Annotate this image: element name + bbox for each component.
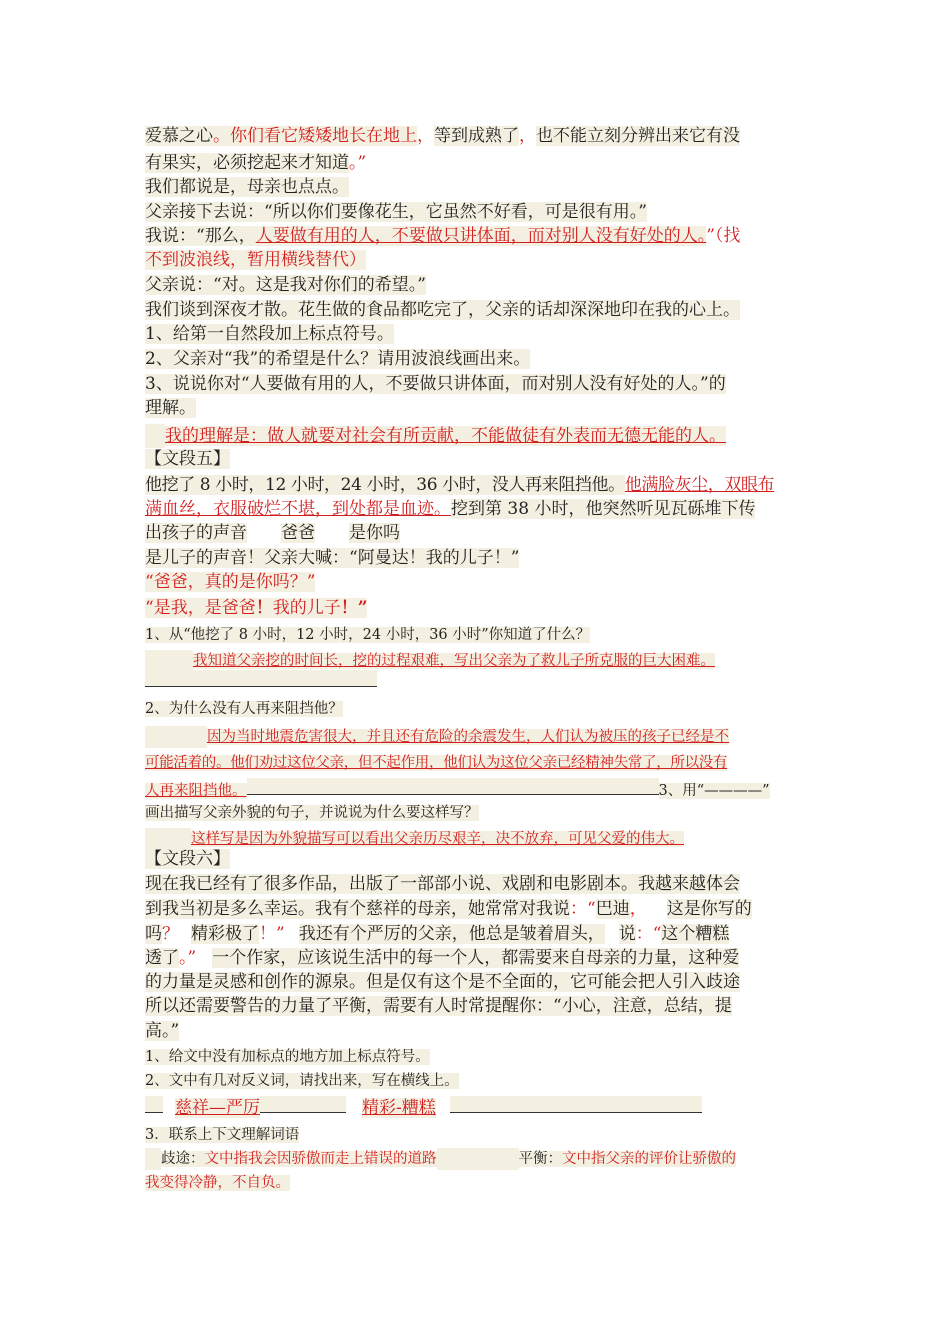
text-run: 。你们看它矮矮地长在地上 [213, 126, 417, 146]
text-run: 现在我已经有了很多作品，出版了一部部小说、戏剧和电影剧本。我越来越体会 [145, 874, 740, 894]
text-run: 我还有个严厉的父亲，他总是皱着眉头， [298, 924, 605, 944]
text-line [145, 273, 426, 297]
text-run: 高。” [145, 1021, 180, 1041]
punct: ！” [340, 598, 368, 618]
text-line [145, 124, 740, 148]
text-run: 我的儿子 [272, 598, 341, 618]
question-1 [145, 322, 394, 346]
term-label: 歧途： [161, 1151, 205, 1167]
text-line [145, 596, 367, 620]
punct: ！ [255, 598, 273, 618]
text-line [145, 1019, 179, 1043]
punct: ！” [259, 924, 285, 944]
text-run: 的力量是灵感和创作的源泉。但是仅有这个是不全面的，它可能会把人引入歧途 [145, 972, 740, 992]
text-run: 3．联系上下文理解词语 [145, 1127, 300, 1143]
answer-3 [145, 1172, 290, 1194]
answer-2 [145, 726, 729, 748]
answer-underlined: 他满脸灰尘，双眼布 [624, 475, 775, 495]
text-run: 精彩极了 [191, 924, 259, 944]
answer-2 [145, 778, 770, 802]
text-run: 到我当初是多么幸运。我有个慈祥的母亲，她常常对我说 [145, 899, 570, 919]
text-line [145, 521, 400, 545]
text-run: 有果实，必须挖起来才知道 [145, 153, 349, 173]
text-line [145, 897, 752, 921]
text-line [145, 946, 739, 970]
text-line [145, 872, 740, 896]
answer-text: 精彩-糟糕 [362, 1098, 436, 1118]
text-line [145, 298, 740, 322]
answer-1 [145, 650, 715, 672]
text-run: 爸爸 [281, 523, 315, 543]
text-run: 【文段六】 [145, 849, 230, 869]
punct: ， [519, 126, 536, 146]
text-run: 【文段五】 [145, 449, 230, 469]
question-2 [145, 347, 530, 371]
text-run: 1、从“他挖了 8 小时，12 小时，24 小时，36 小时”你知道了什么？ [145, 627, 591, 643]
punct: ？ [162, 924, 179, 944]
answer-text: 人再来阻挡他。 [145, 783, 247, 799]
text-line [145, 970, 740, 994]
text-run: 所以还需要警告的力量了平衡，需要有人时常提醒你：“小心，注意，总结，提 [145, 996, 732, 1016]
text-run: ”（找 [706, 226, 741, 246]
text-run: 理解。 [145, 398, 196, 418]
text-run: 1、给文中没有加标点的地方加上标点符号。 [145, 1049, 430, 1065]
text-line [145, 151, 366, 175]
text-line [145, 802, 479, 824]
text-run: 画出描写父亲外貌的句子，并说说为什么要这样写？ [145, 805, 479, 821]
text-line [145, 994, 732, 1018]
text-run: 巴迪 [595, 899, 630, 919]
section-title [145, 447, 230, 471]
question-3: 3、用“————” [658, 783, 770, 799]
text-run: 等到成熟了 [434, 126, 519, 146]
answer-text: 文中指我会因骄傲而走上错误的道路 [204, 1151, 437, 1167]
answer-text: 我变得冷静，不自负。 [145, 1175, 290, 1191]
answer-text: 文中指父亲的评价让骄傲的 [562, 1151, 736, 1167]
answer-text: 慈祥—严厉 [175, 1098, 260, 1118]
punct: 。” [179, 948, 197, 968]
punct: ：“ [635, 924, 662, 944]
text-line [145, 570, 315, 594]
text-run: 吗 [145, 924, 162, 944]
answer-text: 我知道父亲挖的时间长，挖的过程艰难，写出父亲为了救儿子所克服的巨大困难。 [193, 653, 715, 669]
answer-underlined: 满血丝，衣服破烂不堪，到处都是血迹。 [145, 499, 451, 519]
text-run: 这个糟糕 [661, 924, 730, 944]
text-run: 出孩子的声音 [145, 523, 247, 543]
text-run: 爱慕之心 [145, 126, 213, 146]
note-text: 不到波浪线，暂用横线替代） [145, 250, 366, 270]
text-run: 是儿子的声音！父亲大喊：“阿曼达！我的儿子！” [145, 548, 520, 568]
punct: ， [629, 899, 647, 919]
punct: 。” [349, 153, 367, 173]
text-line [145, 175, 349, 199]
answer-blank [145, 670, 377, 694]
question-2 [145, 698, 343, 720]
text-run: 我们谈到深夜才散。花生做的食品都吃完了，父亲的话却深深地印在我的心上。 [145, 300, 740, 320]
section-title [145, 847, 230, 871]
text-run: 一个作家，应该说生活中的每一个人，都需要来自母亲的力量，这种爱 [212, 948, 740, 968]
question-1 [145, 624, 590, 646]
question-2 [145, 1070, 459, 1092]
text-run: “是我，是爸爸 [145, 598, 256, 618]
text-line [145, 497, 755, 521]
answer-3 [145, 424, 726, 448]
text-run: 是你吗 [349, 523, 400, 543]
text-line [145, 396, 196, 420]
answer-text: 我的理解是：做人就要对社会有所贡献，不能做徒有外表而无德无能的人。 [165, 426, 726, 446]
answer-text: 因为当时地震危害很大，并且还有危险的余震发生，人们认为被压的孩子已经是不 [207, 729, 729, 745]
answer-text: 这样写是因为外貌描写可以看出父亲历尽艰辛，决不放弃，可见父爱的伟大。 [191, 831, 684, 847]
text-run: “爸爸，真的是你吗？” [145, 572, 316, 592]
text-run: 1、给第一自然段加上标点符号。 [145, 324, 394, 344]
answer-3 [145, 1148, 736, 1170]
text-run: 也不能立刻分辨出来它有没 [536, 126, 740, 146]
text-run: 父亲说：“对。这是我对你们的希望。” [145, 275, 426, 295]
text-line [145, 248, 366, 272]
term-label: 平衡： [518, 1151, 562, 1167]
answer-underlined: 人要做有用的人，不要做只讲体面，而对别人没有好处的人。 [255, 226, 707, 246]
text-line [145, 922, 729, 946]
question-3 [145, 372, 726, 396]
question-3 [145, 1124, 299, 1146]
text-line [145, 224, 740, 248]
text-run: 他挖了 8 小时，12 小时，24 小时，36 小时，没人再来阻挡他。 [145, 475, 625, 495]
answer-2 [145, 752, 727, 774]
text-run: 父亲接下去说：“所以你们要像花生，它虽然不好看，可是很有用。” [145, 202, 647, 222]
text-line [145, 546, 519, 570]
answer-text: 可能活着的。他们劝过这位父亲，但不起作用，他们认为这位父亲已经精神失常了，所以没有 [145, 755, 728, 771]
text-run: 我们都说是，母亲也点点。 [145, 177, 349, 197]
text-run: 我说：“那么， [145, 226, 256, 246]
question-1 [145, 1046, 430, 1068]
text-run: 说 [618, 924, 636, 944]
text-run: 这是你写的 [666, 899, 752, 919]
punct: ， [417, 126, 434, 146]
text-run: 2、文中有几对反义词，请找出来，写在横线上。 [145, 1073, 459, 1089]
text-run: 2、父亲对“我”的希望是什么？请用波浪线画出来。 [145, 349, 531, 369]
text-run: 挖到第 38 小时，他突然听见瓦砾堆下传 [451, 499, 756, 519]
text-run: 2、为什么没有人再来阻挡他？ [145, 701, 343, 717]
text-line [145, 473, 774, 497]
answer-2 [145, 1096, 702, 1120]
text-run: 透了 [145, 948, 179, 968]
punct: ：“ [570, 899, 596, 919]
text-run: 3、说说你对“人要做有用的人，不要做只讲体面，而对别人没有好处的人。”的 [145, 374, 726, 394]
text-line [145, 200, 647, 224]
